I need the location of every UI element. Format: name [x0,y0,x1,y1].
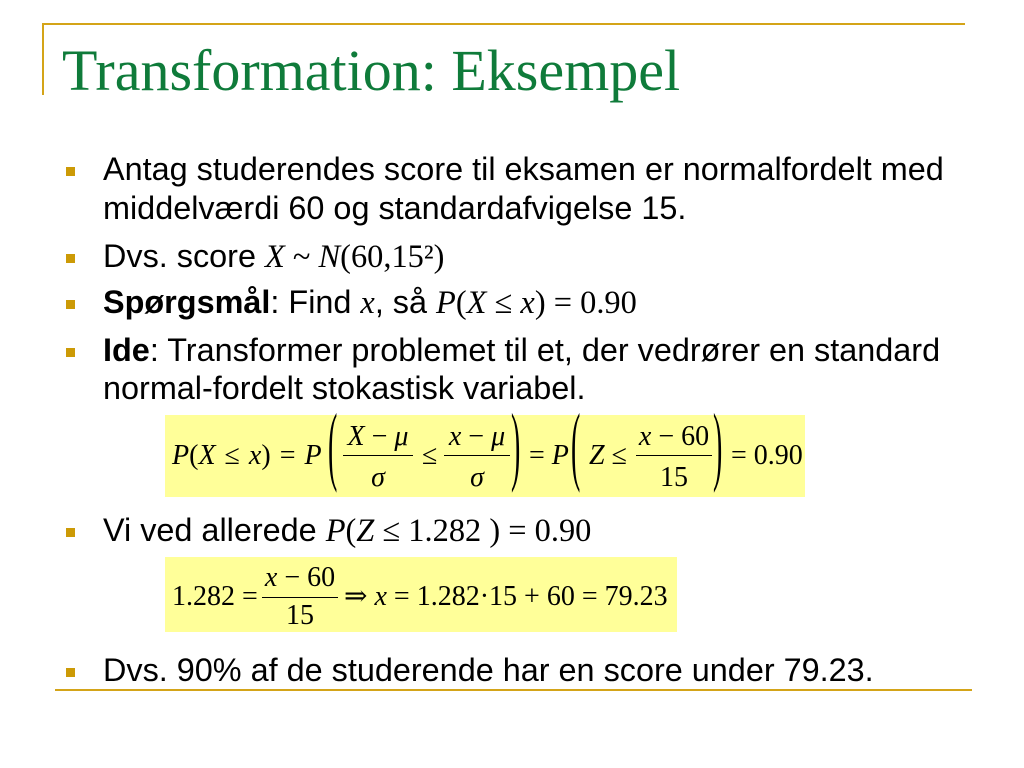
formula-box-1 [165,397,805,497]
formula-1-fraction-left [343,415,413,497]
math-variable: x [374,580,387,612]
bullet-2 [103,237,444,276]
formula-1-z-relation: Z ≤ [589,439,627,471]
math-variable: μ [394,420,409,452]
math-variable: Z [356,513,375,549]
math-variable: N [318,239,341,275]
math-variable: Z [589,439,605,471]
bullet-5 [103,511,591,550]
math-variable: P [304,439,322,471]
math-variable: μ [491,420,506,452]
math-variable: x [448,420,462,452]
fraction-denominator: 15 [286,599,314,631]
fraction-numerator: x − 60 [264,561,336,593]
math-variable: X [265,239,285,275]
bullet-5-text: Vi ved allerede [103,512,326,548]
formula-2-fraction [262,557,338,632]
formula-1-rhs: = 0.90 [731,439,803,471]
bullet-3-text-1: : Find [270,284,361,320]
math-variable: X [466,285,487,321]
formula-1-close-paren-1: ) [511,397,521,496]
math-variable: P [436,285,456,321]
math-variable: X [198,439,216,471]
bullet-marker [66,300,75,309]
formula-1-open-paren-1: ( [328,397,338,496]
fraction-denominator: 15 [660,461,688,493]
bullet-1-line-2: middelværdi 60 og standardafvigelse 15. [103,190,687,226]
top-rule [42,23,965,25]
math-variable: P [551,439,569,471]
math-variable: σ [371,461,385,493]
math-variable: x [264,561,278,593]
formula-2-rhs: ⇒ x = 1.282·15 + 60 = 79.23 [344,580,668,612]
math-variable: x [360,285,375,321]
bullet-1-line-1: Antag studerendes score til eksamen er normalfordelt med [103,151,944,187]
bullet-4-label: Ide [103,332,150,368]
bullet-4-line-1 [103,331,940,369]
math-variable: x [638,420,652,452]
bullet-marker [66,167,75,176]
formula-1-relation: ≤ [422,439,438,471]
math-variable: x [520,285,535,321]
math-variable: x [248,439,262,471]
fraction-bar [262,597,338,598]
fraction-bar [636,455,712,456]
bullet-marker [66,668,75,677]
bullet-marker [66,528,75,537]
math-variable: P [325,513,346,549]
bullet-3-variable [360,285,374,321]
bullet-5-formula: P(Z ≤ 1.282 ) = 0.90 [325,513,592,549]
fraction-numerator: x − μ [448,420,506,452]
bullet-2-text: Dvs. score [103,238,265,274]
formula-1-fraction-right [444,415,510,497]
bullet-6: Dvs. 90% af de studerende har en score under 79.23. [103,652,874,688]
math-variable: P [172,439,190,471]
math-variable: X [347,420,365,452]
fraction-numerator: X − μ [347,420,409,452]
bullet-marker [66,348,75,357]
formula-1-fraction-z [636,415,712,497]
slide-title: Transformation: Eksempel [62,38,681,103]
fraction-denominator [343,461,413,493]
bullet-3-text-2: , så [374,284,437,320]
bullet-3-label: Spørgsmål [103,284,271,320]
formula-1-open-paren-2: ( [571,397,581,496]
math-variable: σ [470,461,484,493]
left-rule [42,23,44,95]
bullet-2-formula: X ~ N(60,15²) [265,239,445,275]
bullet-marker [66,254,75,263]
formula-2-lhs: 1.282 = [172,580,258,612]
fraction-denominator [444,461,510,493]
formula-1-close-paren-2: ) [713,397,723,496]
fraction-bar [444,455,510,456]
bullet-3 [103,283,637,322]
formula-1-middle: = P [529,439,569,471]
fraction-numerator: x − 60 [638,420,710,452]
bottom-rule [55,689,972,691]
bullet-4-text-1: : Transformer problemet til et, der vedrører en standard [149,332,941,368]
bullet-4-line-2: normal-fordelt stokastisk variabel. [103,370,586,406]
formula-1-lhs: P(X ≤ x) = P [172,439,322,471]
fraction-bar [343,455,413,456]
formula-box-2 [165,557,677,632]
bullet-3-formula: P(X ≤ x) = 0.90 [436,285,637,321]
